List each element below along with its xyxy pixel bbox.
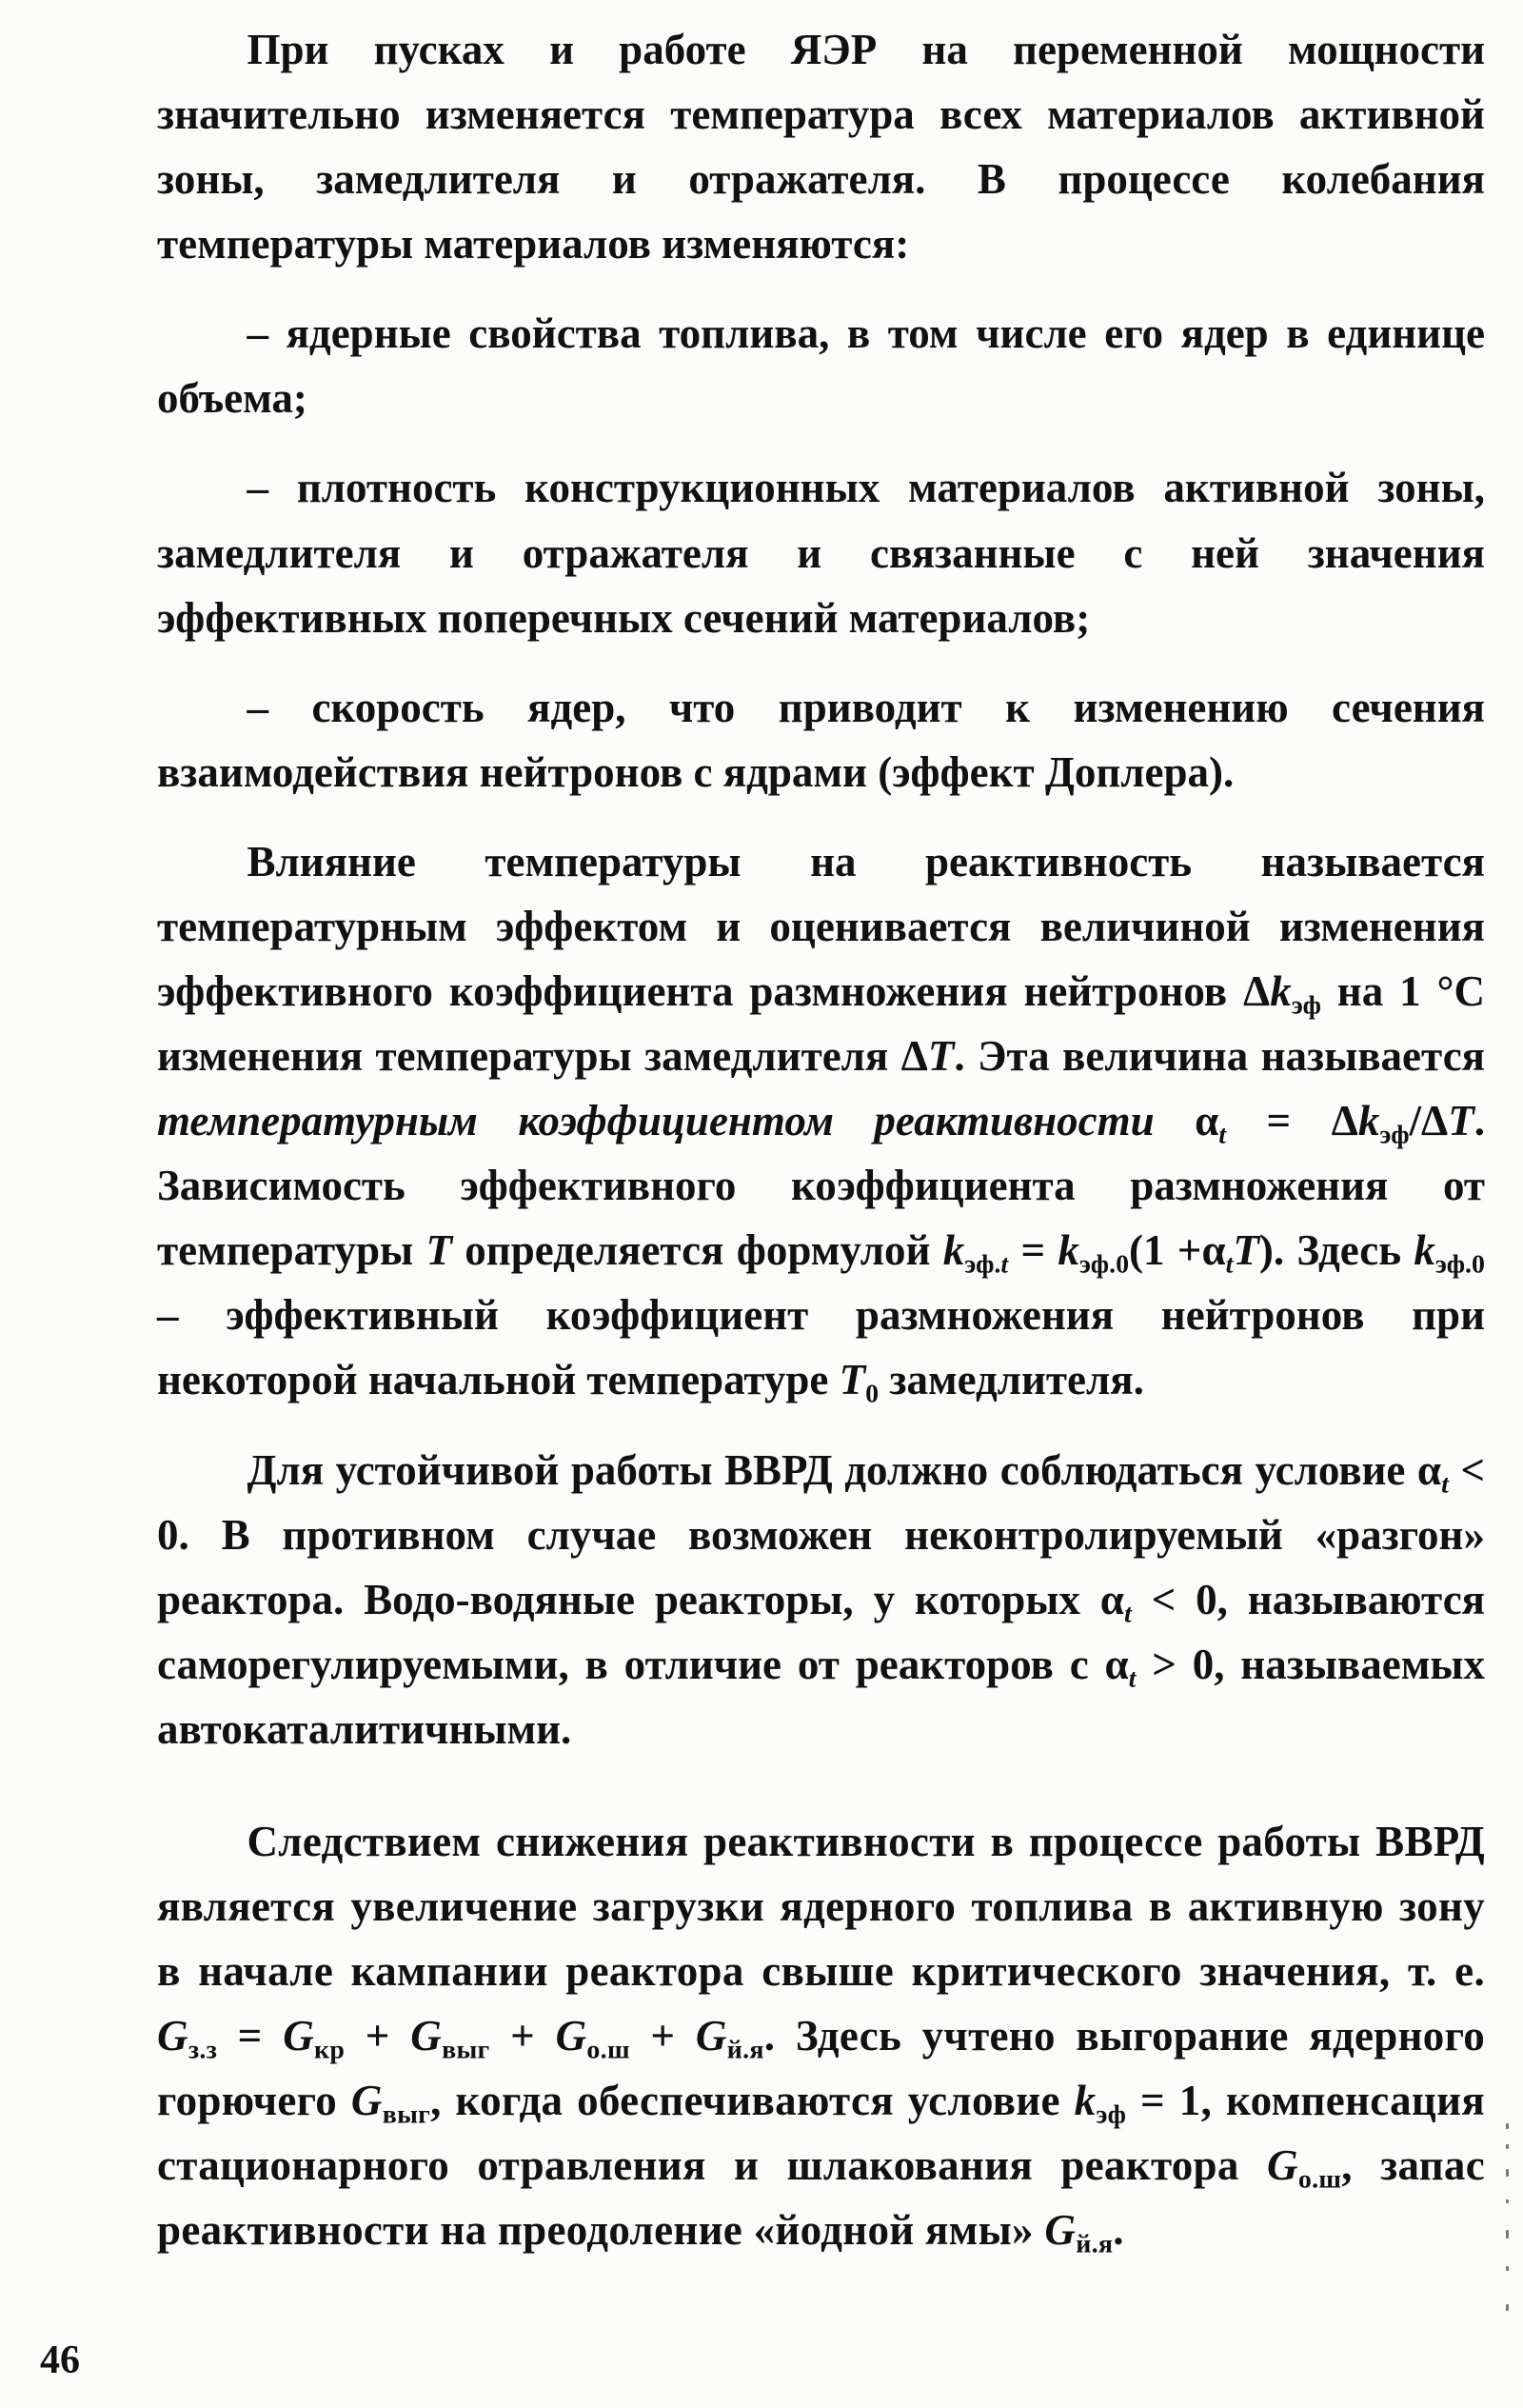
text-run: Влияние температуры на реактивность называется температурным эффектом и оценивается величиной изменения эффективного коэффициента размножения нейтронов Δ	[157, 837, 1485, 1016]
symbol-g: G	[1267, 2141, 1298, 2190]
text-run: определяется формулой	[451, 1226, 943, 1275]
text-run: Для устойчивой работы ВВРД должно соблюдаться условие α	[247, 1445, 1442, 1494]
term-temperature-coefficient: температурным коэффициентом реактивности	[157, 1097, 1155, 1145]
text-run: ). Здесь	[1258, 1226, 1414, 1275]
text-run: +	[489, 2012, 556, 2060]
text-run: > 0, называемых автокаталитичными.	[157, 1640, 1485, 1753]
page-body-text	[157, 17, 1485, 2263]
text-run: (1 +α	[1129, 1226, 1226, 1275]
symbol-g: G	[695, 2012, 727, 2060]
subscript: выг	[382, 2100, 431, 2130]
list-item-doppler: – скорость ядер, что приводит к изменению сечения взаимодействия нейтронов с ядрами (эффект Доплера).	[157, 683, 1485, 796]
text-run: = 1, компенсация стационарного отравления и шлакования реактора	[157, 2077, 1485, 2190]
subscript: эф.0	[1434, 1249, 1485, 1280]
paragraph-intro: При пусках и работе ЯЭР на переменной мощности значительно изменяется температура всех материалов активной зоны, замедлителя и отражателя. В процессе колебания температуры материалов изменяются:	[157, 26, 1485, 269]
text-run: . Здесь учтено выгорание ядерного горючего	[157, 2012, 1486, 2125]
symbol-k: k	[1357, 1097, 1380, 1145]
symbol-k: k	[942, 1226, 965, 1275]
text-run: =	[217, 2012, 284, 2060]
text-run: , когда обеспечиваются условие	[430, 2077, 1075, 2125]
symbol-g: G	[283, 2012, 315, 2060]
subscript: эф	[1291, 990, 1321, 1021]
subscript: t	[1128, 1663, 1137, 1694]
symbol-t: T	[1233, 1226, 1259, 1275]
text-run: Следствием снижения реактивности в процессе работы ВВРД является увеличение загрузки ядерного топлива в активную зону в начале кампании реактора свыше критического значения, т. е.	[157, 1817, 1485, 1996]
text-run: . Эта величина называется	[954, 1032, 1486, 1081]
symbol-k: k	[1074, 2077, 1097, 2125]
subscript: t	[1441, 1468, 1449, 1499]
subscript: эф	[1379, 1120, 1410, 1150]
text-run: +	[345, 2012, 411, 2060]
text-run: +	[629, 2012, 696, 2060]
subscript: t	[1123, 1599, 1132, 1629]
text-run: . Зависимость эффективного коэффициента размножения от температуры	[157, 1097, 1486, 1275]
subscript: t	[1225, 1249, 1234, 1280]
text-run: замедлителя.	[879, 1356, 1144, 1404]
symbol-g: G	[1044, 2206, 1077, 2255]
list-item-density: – плотность конструкционных материалов активной зоны, замедлителя и отражателя и связанные с ней значения эффективных поперечных сечений материалов;	[157, 464, 1485, 642]
symbol-k: k	[1270, 967, 1292, 1016]
subscript: выг	[442, 2035, 490, 2065]
subscript: о.ш	[586, 2035, 630, 2065]
text-run: < 0. В противном случае возможен неконтролируемый «разгон» реактора. Водо-водяные реакторы, у которых α	[157, 1445, 1485, 1623]
symbol-t: T	[927, 1032, 955, 1081]
symbol-g: G	[410, 2012, 443, 2060]
symbol-g: G	[555, 2012, 587, 2060]
text-run: =	[1008, 1226, 1058, 1275]
paragraph-fuel-loading	[157, 1809, 1485, 2263]
text-run: /Δ	[1409, 1097, 1449, 1145]
paragraph-temperature-effect	[157, 829, 1485, 1413]
text-run: на 1 °С изменения температуры замедлителя Δ	[157, 967, 1486, 1081]
subscript: о.ш	[1297, 2164, 1342, 2195]
symbol-k: k	[1414, 1226, 1435, 1275]
symbol-g: G	[350, 2077, 383, 2125]
subscript: эф	[1096, 2100, 1127, 2130]
subscript: й.я	[726, 2035, 764, 2065]
subscript: й.я	[1076, 2229, 1114, 2259]
list-item-nuclear-properties: – ядерные свойства топлива, в том числе его ядер в единице объема;	[157, 309, 1485, 423]
symbol-t: T	[839, 1356, 866, 1404]
paragraph-stability-condition	[157, 1438, 1485, 1761]
page-number: 46	[40, 2338, 80, 2382]
subscript: t	[1218, 1120, 1227, 1150]
text-run: , запас реактивности на преодоление «йодной ямы»	[157, 2141, 1485, 2255]
subscript: эф.	[964, 1249, 1001, 1280]
symbol-k: k	[1058, 1226, 1079, 1275]
text-run: < 0, называются саморегулируемыми, в отличие от реакторов с α	[157, 1575, 1486, 1688]
subscript: кр	[314, 2035, 346, 2065]
subscript: t	[1000, 1249, 1009, 1280]
text-run: – эффективный коэффициент размножения нейтронов при некоторой начальной температуре	[157, 1291, 1485, 1404]
text-run: = Δ	[1226, 1097, 1358, 1145]
symbol-t: T	[1448, 1097, 1474, 1145]
symbol-g: G	[157, 2012, 188, 2060]
symbol-alpha: α	[1154, 1097, 1219, 1145]
subscript: эф.0	[1078, 1249, 1130, 1280]
subscript: з.з	[188, 2035, 218, 2065]
scan-edge-marks	[1506, 2123, 1512, 2323]
symbol-t: T	[425, 1226, 452, 1275]
subscript: 0	[865, 1379, 880, 1409]
text-run: .	[1113, 2206, 1124, 2255]
